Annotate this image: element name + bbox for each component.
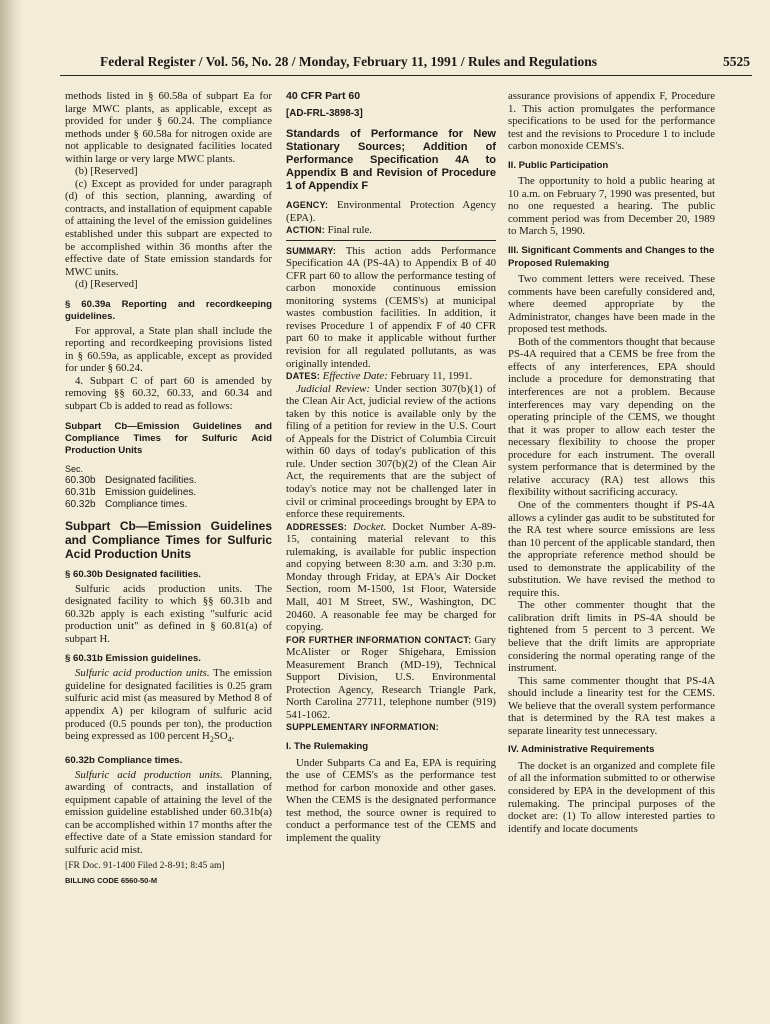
paragraph: Both of the commentors thought that because PS-4A required that a CEMS be free from the effects of any interferences, EPA should include a procedure for demonstrating that interferences are not a problem. Because interferences may vary depending on the operating principle of the CEMS, we thought that it was proper to allow each tester the necessary flexibility to choose the proper procedure for each instrument. The overall system performance that is determined by the relative accuracy (RA) test allows this flexibility without sacrificing accuracy. <box>508 335 715 499</box>
toc-row: 60.31b Emission guidelines. <box>65 486 197 498</box>
paragraph: Sulfuric acid production units. Planning, awarding of contracts, and installation of equipment capable of attaining the level of the emission guideline established under 60.31b(a) can be accomplished within 17 months after the effective date of a State emission standard for sulfuric acid mist. <box>65 768 272 857</box>
action-line: ACTION: Final rule. <box>286 224 372 237</box>
column-2 <box>286 90 496 844</box>
contact-info: FOR FURTHER INFORMATION CONTACT: Gary McAlister or Roger Shigehara, Emission Measurement Branch (MD-19), Technical Support Division, U.S. Environmental Protection Agency, Research Triangle Park, North Carolina 27711, telephone number (919) 541-1062. <box>286 633 496 721</box>
section-heading: 60.32b Compliance times. <box>65 754 183 766</box>
separator <box>286 240 496 241</box>
paragraph: (d) [Reserved] <box>75 278 138 291</box>
running-head: Federal Register / Vol. 56, No. 28 / Monday, February 11, 1991 / Rules and Regulations <box>100 54 598 69</box>
agency-line: AGENCY: Environmental Protection Agency (EPA). <box>286 199 496 224</box>
header-rule <box>60 75 752 76</box>
supplementary-label: SUPPLEMENTARY INFORMATION: <box>286 722 439 733</box>
table-of-contents <box>65 463 272 511</box>
cfr-part: 40 CFR Part 60 <box>286 90 361 102</box>
fr-doc-line: [FR Doc. 91-1400 Filed 2-8-91; 8:45 am] <box>65 859 225 871</box>
section-heading: III. Significant Comments and Changes to the Proposed Rulemaking <box>508 245 715 269</box>
docket-id: [AD-FRL-3898-3] <box>286 108 363 119</box>
paragraph: Sulfuric acid production units. The emission guideline for designated facilities is 0.25 gram sulfuric acid mist (as measured by Method 8 of appendix A) per kilogram of sulfuric acid produced (0.5 pounds per ton), the production being expressed as 100 percent $H_2SO_4$. <box>65 667 272 745</box>
paragraph: The opportunity to hold a public hearing at 10 a.m. on February 7, 1990 was presented, but no one requested a hearing. The public comment period was from December 20, 1989 to March 5, 1990. <box>508 175 715 238</box>
page-number: 5525 <box>723 54 750 69</box>
page-binding-edge <box>0 0 22 1024</box>
paragraph: One of the commenters thought if PS-4A allows a cylinder gas audit to be substituted for the RA test where source emissions are less than 10 percent of the applicable standard, then the appropriate reference method should be used to demonstrate the applicability of the substitution. We have revised the method to require this. <box>508 498 715 599</box>
paragraph: Sulfuric acids production units. The designated facility to which §§ 60.31b and 60.32b apply is each existing "sulfuric acid production unit" as defined in § 60.81(a) of subpart H. <box>65 582 272 645</box>
paragraph: assurance provisions of appendix F, Procedure 1. This action promulgates the performance specifications to be used for the performance test and the revisions to Procedure 1 to include carbon monoxide CEMS's. <box>508 90 715 153</box>
section-heading: § 60.39a Reporting and recordkeeping guidelines. <box>65 298 272 322</box>
toc-row: 60.32b Compliance times. <box>65 498 188 510</box>
paragraph: The other commenter thought that the calibration drift limits in PS-4A should be tightened from 5 percent to 3 percent. We believe that the drift limits are appropriate considering the normal operating range of the instrument. <box>508 599 715 675</box>
subpart-title: Subpart Cb—Emission Guidelines and Compliance Times for Sulfuric Acid Production Units <box>65 518 272 561</box>
subpart-heading: Subpart Cb—Emission Guidelines and Compliance Times for Sulfuric Acid Production Units <box>65 420 272 456</box>
dates: DATES: Effective Date: February 11, 1991. <box>286 370 473 383</box>
section-heading: I. The Rulemaking <box>286 740 369 752</box>
paragraph: (b) [Reserved] <box>75 165 138 178</box>
page-header <box>70 54 750 74</box>
toc-row: 60.30b Designated facilities. <box>65 474 197 486</box>
billing-code: BILLING CODE 6560-50-M <box>65 876 158 886</box>
section-heading: IV. Administrative Requirements <box>508 744 655 756</box>
paragraph: Two comment letters were received. These comments have been carefully considered and, where deemed appropriate by the Administrator, changes have been made in the proposed test methods. <box>508 273 715 336</box>
paragraph: Under Subparts Ca and Ea, EPA is requiring the use of CEMS's as the performance test method for carbon monoxide and other gases. When the CEMS is the designated performance test method, the source owner is required to conduct a performance test of the CEMS and implement the quality <box>286 756 496 844</box>
section-heading: II. Public Participation <box>508 159 609 171</box>
paragraph: (c) Except as provided for under paragraph (d) of this section, planning, awarding of contracts, and installation of equipment capable of attaining the level of the emission guidelines established under this subpart are expected to be accomplished within 36 months after the effective date of State emission standards for MWC units. <box>65 177 272 278</box>
summary: SUMMARY: This action adds Performance Specification 4A (PS-4A) to Appendix B of 40 CFR part 60 to allow the performance testing of carbon monoxide continuous emission monitoring systems (CEMS's) at municipal wastes combustion facilities. In addition, it revises Procedure 1 of appendix F of 40 CFR part 60 to make it applicable without further revision for all regulated pollutants, as was originally intended. <box>286 244 496 370</box>
paragraph: The docket is an organized and complete file of all the information submitted to or otherwise considered by EPA in the development of this rulemaking. The principal purposes of the docket are: (1) To allow interested parties to identify and locate documents <box>508 759 715 835</box>
column-1 <box>65 90 272 888</box>
paragraph: methods listed in § 60.58a of subpart Ea for large MWC plants, as applicable, except as provided for under § 60.24. The compliance methods under § 60.58a for nitrogen oxide are not applicable to designated facilities located within large or very large MWC plants. <box>65 90 272 165</box>
paragraph: For approval, a State plan shall include the reporting and recordkeeping provisions listed in § 60.59a, as applicable, except as provided for under § 60.24. <box>65 324 272 375</box>
section-heading: § 60.31b Emission guidelines. <box>65 653 201 665</box>
column-3 <box>508 90 715 835</box>
rule-title: Standards of Performance for New Stationary Sources; Addition of Performance Specification 4A to Appendix B and Revision of Procedure 1 of Appendix F <box>286 128 496 192</box>
judicial-review: Judicial Review: Under section 307(b)(1) of the Clean Air Act, judicial review of the actions taken by this notice is available only by the filing of a petition for review in the U.S. Court of Appeals for the District of Columbia Circuit within 60 days of today's publication of this rule. Under section 307(b)(2) of the Clean Air Act, the requirements that are the subject of today's notice may not be challenged later in civil or criminal proceedings brought by EPA to enforce these requirements. <box>286 382 497 521</box>
section-heading: § 60.30b Designated facilities. <box>65 568 201 580</box>
paragraph: This same commenter thought that PS-4A should include a linearity test for the CEMS. We believe that the overall system performance that is determined by the RA test makes a separate linearity test unnecessary. <box>508 674 715 737</box>
paragraph: 4. Subpart C of part 60 is amended by removing §§ 60.32, 60.33, and 60.34 and subpart Cb is added to read as follows: <box>65 374 272 413</box>
addresses: ADDRESSES: Docket. Docket Number A-89-15, containing material relevant to this rulemaking, is available for public inspection and copying between 8:30 a.m. and 3:30 p.m. Monday through Friday, at EPA's Air Docket Section, room M-1500, 1st Floor, Waterside Mall, 401 M Street, SW., Washington, DC 20460. A reasonable fee may be charged for copying. <box>286 520 496 634</box>
toc-sec-label: Sec. <box>65 463 84 474</box>
